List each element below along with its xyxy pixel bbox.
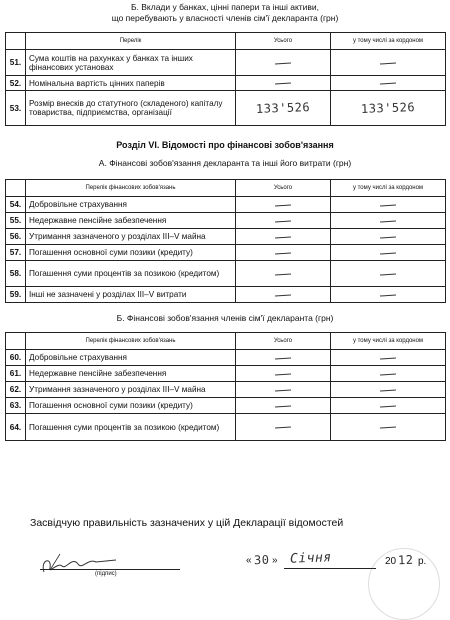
- row-number: 61.: [6, 366, 26, 382]
- header-abroad: у тому числі за кордоном: [331, 180, 446, 197]
- header-list: Перелік: [26, 33, 236, 50]
- table-row: [6, 366, 446, 382]
- row-total: [236, 245, 331, 261]
- dash-mark: [275, 204, 291, 206]
- row-number: 63.: [6, 398, 26, 414]
- row-abroad: [331, 91, 446, 126]
- row-abroad: [331, 76, 446, 91]
- section-vi-sub-b: Б. Фінансові зобов'язання членів сім'ї декларанта (грн): [116, 313, 334, 323]
- row-label: Інші не зазначені у розділах III–V витрати: [26, 287, 236, 303]
- dash-mark: [380, 220, 396, 222]
- row-abroad: [331, 261, 446, 287]
- dash-mark: [380, 373, 396, 375]
- row-total: [236, 197, 331, 213]
- header-total: Усього: [236, 33, 331, 50]
- row-total: [236, 91, 331, 126]
- handwritten-total: 133'526: [255, 100, 311, 116]
- year-unit: р.: [418, 556, 427, 567]
- date-day: 30: [253, 552, 270, 568]
- section-b-title-line2: що перебувають у власності членів сім'ї декларанта (грн): [111, 13, 339, 23]
- table-row: [6, 414, 446, 441]
- row-label: Погашення суми процентів за позикою (кредитом): [26, 414, 236, 441]
- signature-line: [40, 569, 180, 570]
- row-number: 64.: [6, 414, 26, 441]
- row-number: 54.: [6, 197, 26, 213]
- row-label: Недержавне пенсійне забезпечення: [26, 213, 236, 229]
- dash-mark: [380, 236, 396, 238]
- header-num: [6, 180, 26, 197]
- row-abroad: [331, 350, 446, 366]
- table-row: [6, 50, 446, 76]
- row-abroad: [331, 287, 446, 303]
- row-label: Добровільне страхування: [26, 197, 236, 213]
- certification-statement: Засвідчую правильність зазначених у цій Декларації відомостей: [30, 517, 344, 529]
- row-label: Добровільне страхування: [26, 350, 236, 366]
- table-header-row: [6, 33, 446, 50]
- header-list: Перелік фінансових зобов'язань: [26, 333, 236, 350]
- dash-mark: [275, 273, 291, 275]
- row-label: Утримання зазначеного у розділах III–V майна: [26, 229, 236, 245]
- handwritten-abroad: 133'526: [360, 100, 416, 116]
- header-abroad: у тому числі за кордоном: [331, 333, 446, 350]
- row-total: [236, 50, 331, 76]
- table-row: [6, 91, 446, 126]
- assets-family-table: [5, 32, 446, 126]
- row-label: Розмір внесків до статутного (складеного) капіталу товариства, підприємства, організації: [26, 91, 236, 126]
- table-row: [6, 398, 446, 414]
- row-number: 58.: [6, 261, 26, 287]
- row-abroad: [331, 398, 446, 414]
- section-vi-sub-a: А. Фінансові зобов'язання декларанта та інші його витрати (грн): [98, 158, 352, 168]
- row-number: 60.: [6, 350, 26, 366]
- date-open-quote: «: [246, 555, 252, 566]
- row-label: Сума коштів на рахунках у банках та інших фінансових установах: [26, 50, 236, 76]
- dash-mark: [275, 252, 291, 254]
- dash-mark: [380, 357, 396, 359]
- dash-mark: [275, 373, 291, 375]
- row-total: [236, 213, 331, 229]
- table-header-row: [6, 333, 446, 350]
- row-total: [236, 398, 331, 414]
- row-abroad: [331, 245, 446, 261]
- row-label: Недержавне пенсійне забезпечення: [26, 366, 236, 382]
- row-total: [236, 366, 331, 382]
- row-abroad: [331, 414, 446, 441]
- section-b-title-line1: Б. Вклади у банках, цінні папери та інші активи,: [130, 2, 320, 12]
- row-number: 56.: [6, 229, 26, 245]
- year-suffix: 12: [397, 552, 414, 568]
- row-label: Погашення суми процентів за позикою (кредитом): [26, 261, 236, 287]
- header-num: [6, 333, 26, 350]
- stamp-seal: [368, 548, 440, 620]
- table-row: [6, 261, 446, 287]
- row-total: [236, 76, 331, 91]
- row-total: [236, 382, 331, 398]
- header-num: [6, 33, 26, 50]
- table-row: [6, 213, 446, 229]
- table-row: [6, 382, 446, 398]
- table-row: [6, 229, 446, 245]
- row-total: [236, 414, 331, 441]
- row-abroad: [331, 197, 446, 213]
- header-total: Усього: [236, 333, 331, 350]
- liabilities-declarant-table: [5, 179, 446, 303]
- header-list: Перелік фінансових зобов'язань: [26, 180, 236, 197]
- dash-mark: [275, 220, 291, 222]
- row-abroad: [331, 382, 446, 398]
- header-abroad: у тому числі за кордоном: [331, 33, 446, 50]
- section-vi-title: Розділ VI. Відомості про фінансові зобов'язання: [116, 140, 334, 150]
- signature-caption: (підпис): [95, 571, 117, 577]
- row-number: 59.: [6, 287, 26, 303]
- row-abroad: [331, 213, 446, 229]
- row-label: Погашення основної суми позики (кредиту): [26, 398, 236, 414]
- table-header-row: [6, 180, 446, 197]
- dash-mark: [380, 389, 396, 391]
- dash-mark: [380, 426, 396, 428]
- row-number: 53.: [6, 91, 26, 126]
- row-number: 55.: [6, 213, 26, 229]
- row-number: 57.: [6, 245, 26, 261]
- row-total: [236, 261, 331, 287]
- dash-mark: [380, 405, 396, 407]
- dash-mark: [380, 62, 396, 64]
- row-number: 62.: [6, 382, 26, 398]
- row-label: Номінальна вартість цінних паперів: [26, 76, 236, 91]
- row-number: 51.: [6, 50, 26, 76]
- row-abroad: [331, 50, 446, 76]
- row-number: 52.: [6, 76, 26, 91]
- row-total: [236, 287, 331, 303]
- dash-mark: [380, 204, 396, 206]
- dash-mark: [275, 62, 291, 64]
- table-row: [6, 287, 446, 303]
- header-total: Усього: [236, 180, 331, 197]
- row-abroad: [331, 366, 446, 382]
- dash-mark: [275, 389, 291, 391]
- row-label: Утримання зазначеного у розділах III–V майна: [26, 382, 236, 398]
- row-total: [236, 350, 331, 366]
- month-underline: [284, 568, 376, 569]
- dash-mark: [275, 426, 291, 428]
- row-total: [236, 229, 331, 245]
- table-row: [6, 245, 446, 261]
- dash-mark: [275, 405, 291, 407]
- table-row: [6, 197, 446, 213]
- table-row: [6, 350, 446, 366]
- row-label: Погашення основної суми позики (кредиту): [26, 245, 236, 261]
- year-prefix: 20: [385, 556, 397, 567]
- dash-mark: [275, 294, 291, 296]
- date-close-quote: »: [272, 555, 278, 566]
- liabilities-family-table: [5, 332, 446, 441]
- table-row: [6, 76, 446, 91]
- date-month: Січня: [289, 550, 332, 567]
- dash-mark: [275, 357, 291, 359]
- dash-mark: [380, 273, 396, 275]
- row-abroad: [331, 229, 446, 245]
- dash-mark: [275, 236, 291, 238]
- dash-mark: [380, 82, 396, 84]
- dash-mark: [380, 294, 396, 296]
- dash-mark: [380, 252, 396, 254]
- dash-mark: [275, 82, 291, 84]
